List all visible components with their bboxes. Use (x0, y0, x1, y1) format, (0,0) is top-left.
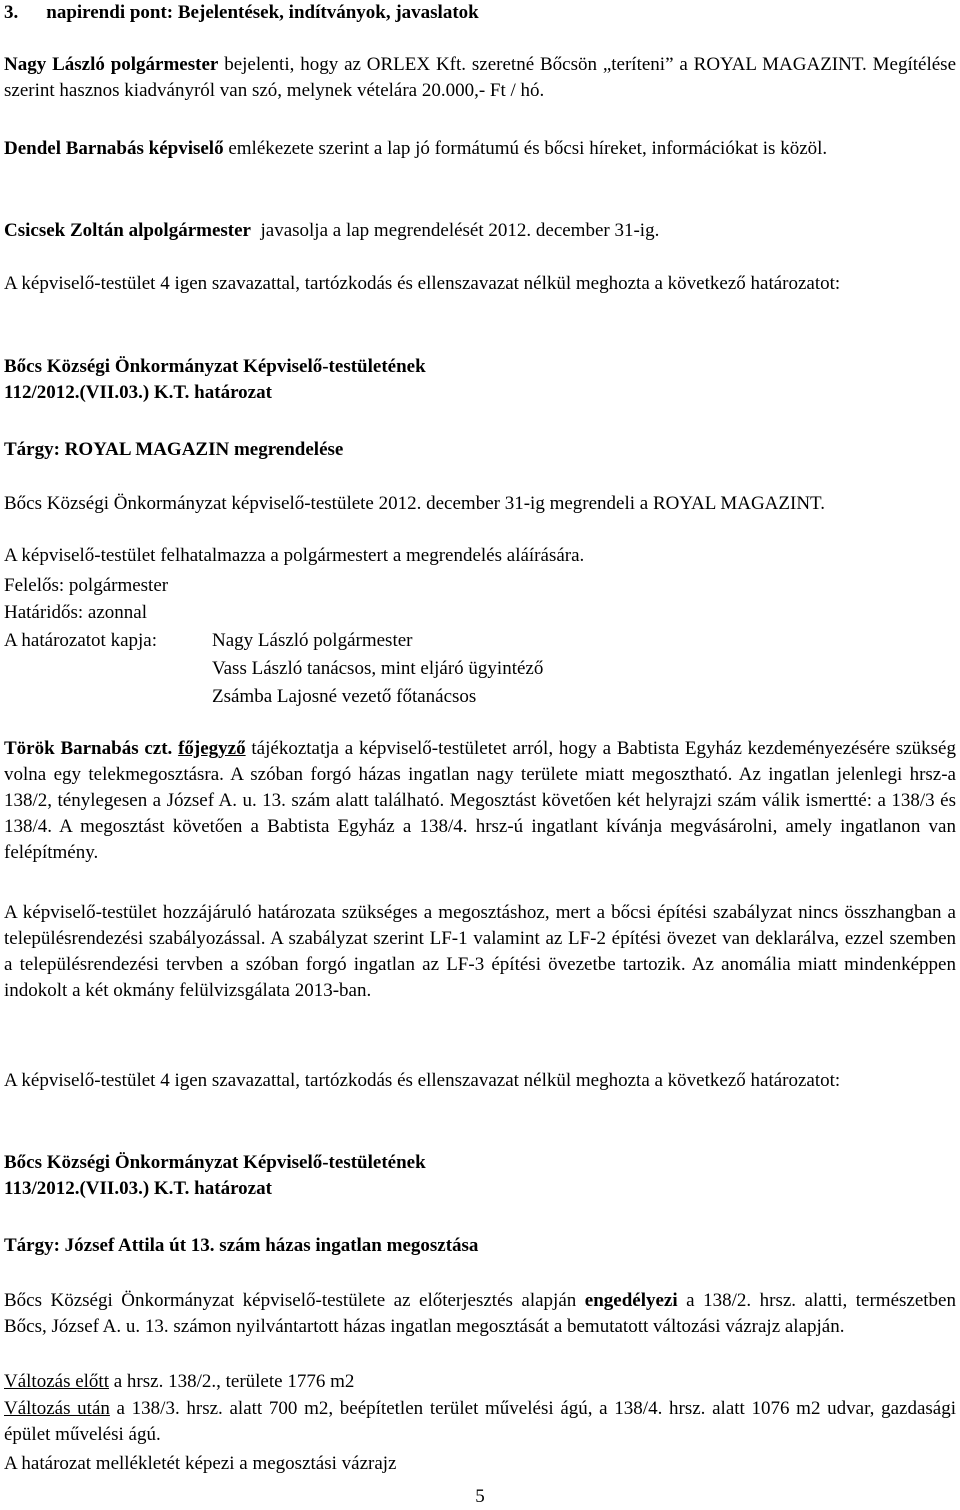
recipient: Zsámba Lajosné vezető főtanácsos (212, 686, 477, 707)
resolution-2-header (4, 1150, 956, 1202)
recipient: Vass László tanácsos, mint eljáró ügyintéző (212, 658, 544, 679)
agenda-number: 3. (4, 2, 19, 23)
resolution-2-annex: A határozat mellékletét képezi a megosztási vázrajz (4, 1453, 397, 1474)
vote-statement-1: A képviselő-testület 4 igen szavazattal, tartózkodás és ellenszavazat nélkül meghozta a következő határozatot: (4, 273, 841, 294)
resolution-1-deadline: Határidős: azonnal (4, 602, 147, 623)
recipient-row (4, 656, 956, 682)
resolution-1-decision: Bőcs Községi Önkormányzat képviselő-testülete 2012. december 31-ig megrendeli a ROYAL MAGAZINT. (4, 493, 825, 514)
resolution-1-subject: Tárgy: ROYAL MAGAZIN megrendelése (4, 439, 344, 460)
resolution-1-responsible: Felelős: polgármester (4, 575, 169, 596)
resolution-1-recipients (4, 628, 956, 710)
paragraph-csicsek (4, 218, 956, 244)
recipient-row (4, 684, 956, 710)
decision-text: Bőcs Községi Önkormányzat képviselő-testülete az előterjesztés alapján (4, 1290, 585, 1311)
vote-statement-2: A képviselő-testület 4 igen szavazattal, tartózkodás és ellenszavazat nélkül meghozta a következő határozatot: (4, 1070, 841, 1091)
paragraph-torok (4, 736, 956, 866)
speaker-name: Török Barnabás czt. (4, 738, 173, 759)
change-before-label: Változás előtt (4, 1371, 109, 1392)
resolution-2-decision (4, 1288, 956, 1340)
recipients-label: A határozatot kapja: (4, 630, 157, 651)
change-after-label: Változás után (4, 1398, 110, 1419)
speaker-name: Csicsek Zoltán alpolgármester (4, 220, 251, 241)
paragraph-mayor-announcement (4, 52, 956, 104)
decision-verb: engedélyezi (584, 1290, 678, 1311)
resolution-2-subject: Tárgy: József Attila út 13. szám házas ingatlan megosztása (4, 1235, 479, 1256)
agenda-heading (4, 0, 956, 26)
resolution-1-header (4, 354, 956, 406)
resolution-1-body-name: Bőcs Községi Önkormányzat Képviselő-testületének (4, 356, 426, 377)
decision-text: a 138/2. hrsz. alatti, természetben Bőcs, József A. u. 13. számon nyilvántartott házas ingatlan megosztását a bemutatott változási vázrajz alapján. (4, 1290, 956, 1337)
page-number: 5 (475, 1486, 485, 1507)
resolution-1-number: 112/2012.(VII.03.) K.T. határozat (4, 382, 272, 403)
recipient-row (4, 628, 956, 654)
resolution-2-number: 113/2012.(VII.03.) K.T. határozat (4, 1178, 272, 1199)
change-after-text: a 138/3. hrsz. alatt 700 m2, beépítetlen terület művelési ágú, a 138/4. hrsz. alatt 1076 m2 udvar, gazdasági épület művelési ágú. (4, 1398, 956, 1445)
paragraph-consent: A képviselő-testület hozzájáruló határozata szükséges a megosztáshoz, mert a bőcsi építési szabályzat nincs összhangban a településrendezési szabályozással. A szabályzat szerint LF-1 valamint az LF-2 építési övezet van deklarálva, ezzel szemben a településrendezési tervben a szóban forgó ingatlan az LF-3 építési övezetbe tartozik. Az anomália miatt mindenképpen indokolt a két okmány felülvizsgálata 2013-ban. (4, 902, 956, 1001)
change-before (4, 1369, 956, 1395)
paragraph-dendel (4, 136, 956, 162)
resolution-1-authorization: A képviselő-testület felhatalmazza a polgármestert a megrendelés aláírására. (4, 545, 585, 566)
paragraph-text: tájékoztatja a képviselő-testületet arról, hogy a Babtista Egyház kezdeményezésére szükség volna egy telekmegosztásra. A szóban forgó házas ingatlan nagy területe miatt megosztható. Az ingatlan jelenlegi hrsz-a 138/2, ténylegesen a József A. u. 13. szám alatt található. Megosztást követően két helyrajzi szám válik ismertté: a 138/3 és 138/4. A megosztást követően a Babtista Egyház a 138/4. hrsz-ú ingatlant kívánja megvásárolni, amely ingatlanon van felépítmény. (4, 738, 956, 863)
recipient: Nagy László polgármester (212, 630, 413, 651)
paragraph-text: javasolja a lap megrendelését 2012. december 31-ig. (250, 220, 660, 241)
resolution-2-body-name: Bőcs Községi Önkormányzat Képviselő-testületének (4, 1152, 426, 1173)
paragraph-text: emlékezete szerint a lap jó formátumú és bőcsi híreket, információkat is közöl. (223, 138, 828, 159)
change-after (4, 1396, 956, 1448)
speaker-title: főjegyző (178, 738, 246, 759)
speaker-name: Nagy László polgármester (4, 54, 219, 75)
speaker-name: Dendel Barnabás képviselő (4, 138, 224, 159)
paragraph-text: bejelenti, hogy az ORLEX Kft. szeretné Bőcsön „teríteni” a ROYAL MAGAZINT. Megítélése szerint hasznos kiadványról van szó, melynek vételára 20.000,- Ft / hó. (4, 54, 956, 101)
agenda-title: napirendi pont: Bejelentések, indítványok, javaslatok (46, 2, 479, 23)
change-before-text: a hrsz. 138/2., területe 1776 m2 (109, 1371, 355, 1392)
